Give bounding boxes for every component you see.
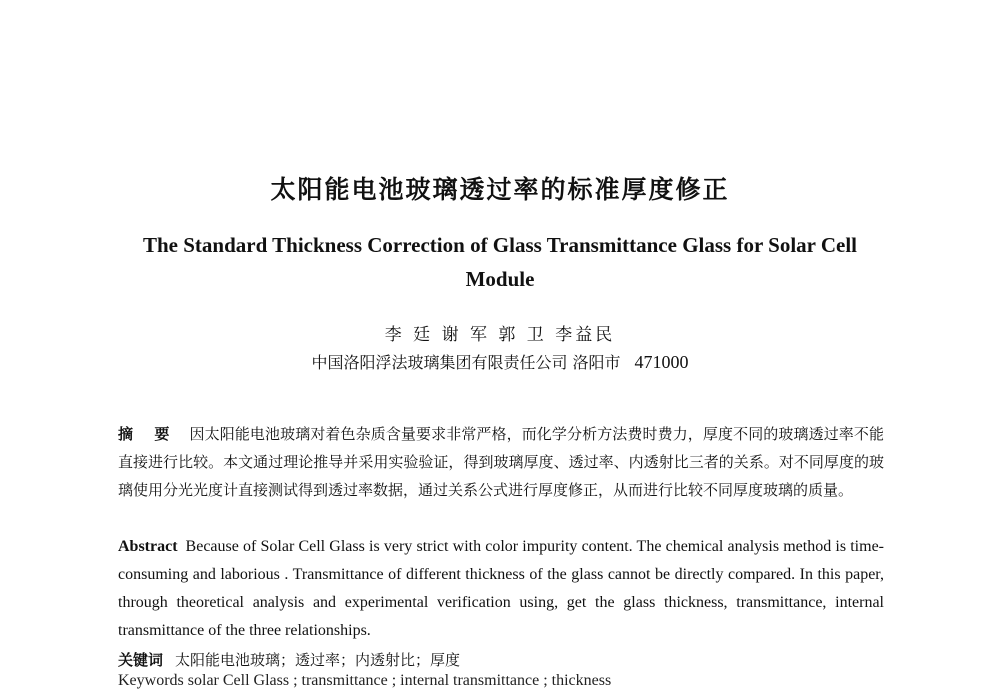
abstract-chinese-text: 因太阳能电池玻璃对着色杂质含量要求非常严格，而化学分析方法费时费力，厚度不同的玻璃透过率不能直接进行比较。本文通过理论推导并采用实验验证，得到玻璃厚度、透过率、内透射比三者的关系。对不同厚度的玻璃使用分光光度计直接测试得到透过率数据，通过关系公式进行厚度修正，从而进行比较不同厚度玻璃的质量。	[118, 425, 884, 499]
keywords-chinese	[118, 646, 884, 674]
postcode: 471000	[634, 352, 689, 372]
keywords-english-cut-off: Keywords solar Cell Glass ; transmittance ; internal transmittance ; thickness	[118, 672, 612, 689]
keywords-chinese-text: 太阳能电池玻璃；透过率；内透射比；厚度	[175, 651, 461, 669]
affiliation	[0, 350, 1000, 373]
authors: 李 廷 谢 军 郭 卫 李益民	[384, 325, 616, 345]
abstract-chinese-label: 摘 要	[118, 425, 178, 443]
keywords-chinese-label: 关键词	[118, 651, 164, 669]
abstract-english-label: Abstract	[118, 538, 178, 555]
abstract-chinese	[118, 420, 884, 504]
title-english: The Standard Thickness Correction of Glass Transmittance Glass for Solar Cell Module	[142, 233, 858, 291]
abstract-english	[118, 533, 884, 645]
affiliation-text: 中国洛阳浮法玻璃集团有限责任公司 洛阳市	[311, 353, 621, 372]
title-chinese: 太阳能电池玻璃透过率的标准厚度修正	[270, 175, 730, 204]
abstract-english-text: Because of Solar Cell Glass is very strict with color impurity content. The chemical analysis method is time-consuming and laborious . Transmittance of different thickness of the glass cannot be directly compared. In this paper, through theoretical analysis and experimental verification using, get the glass thickness, transmittance, internal transmittance of the three relationships.	[118, 538, 884, 639]
